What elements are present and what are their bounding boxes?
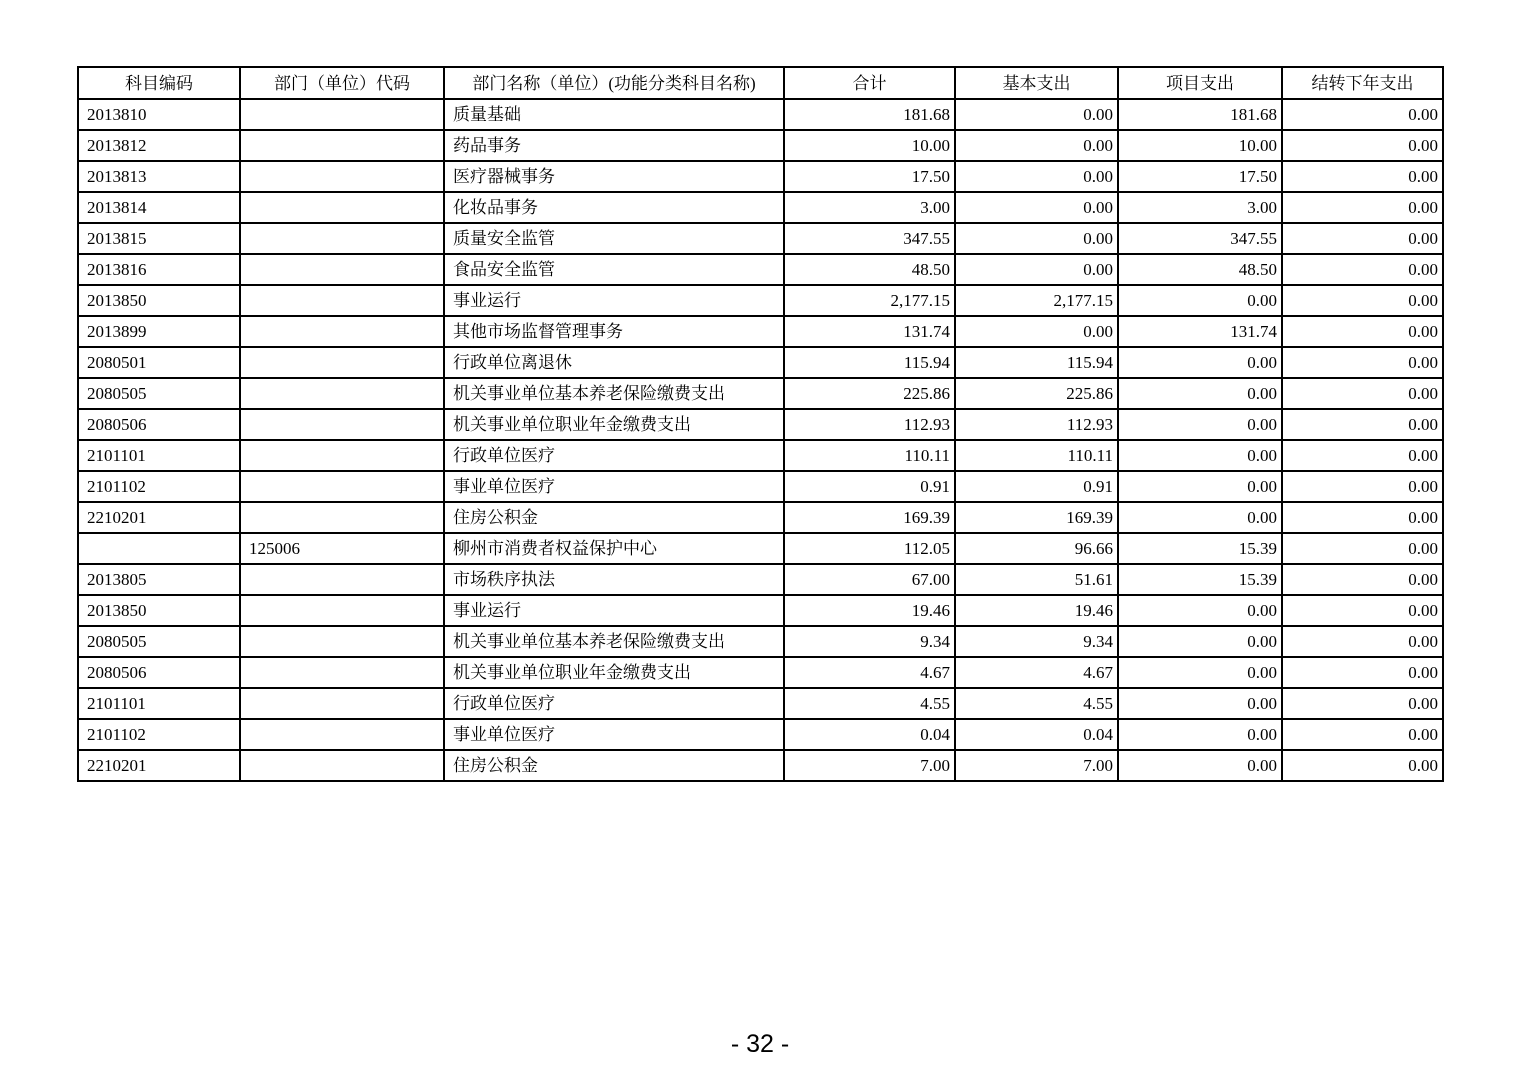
- carryover-cell: 0.00: [1282, 719, 1443, 750]
- total-cell: 112.93: [784, 409, 955, 440]
- subject-code-cell: 2101101: [78, 688, 240, 719]
- total-cell: 67.00: [784, 564, 955, 595]
- dept-name-cell: 市场秩序执法: [444, 564, 784, 595]
- basic-expense-cell: 225.86: [955, 378, 1118, 409]
- dept-name-cell: 其他市场监督管理事务: [444, 316, 784, 347]
- dept-name-cell: 事业单位医疗: [444, 719, 784, 750]
- header-subject-code: 科目编码: [78, 67, 240, 99]
- table-row: [78, 533, 1443, 564]
- subject-code-cell: 2080505: [78, 626, 240, 657]
- header-total: 合计: [784, 67, 955, 99]
- basic-expense-cell: 9.34: [955, 626, 1118, 657]
- carryover-cell: 0.00: [1282, 378, 1443, 409]
- dept-code-cell: [240, 750, 444, 781]
- dept-name-cell: 住房公积金: [444, 502, 784, 533]
- subject-code-cell: 2080506: [78, 657, 240, 688]
- project-expense-cell: 17.50: [1118, 161, 1282, 192]
- dept-name-cell: 柳州市消费者权益保护中心: [444, 533, 784, 564]
- dept-code-cell: [240, 502, 444, 533]
- carryover-cell: 0.00: [1282, 316, 1443, 347]
- dept-code-cell: [240, 657, 444, 688]
- carryover-cell: 0.00: [1282, 750, 1443, 781]
- budget-expense-table: [77, 66, 1444, 782]
- total-cell: 48.50: [784, 254, 955, 285]
- dept-name-cell: 行政单位离退休: [444, 347, 784, 378]
- project-expense-cell: 15.39: [1118, 533, 1282, 564]
- dept-name-cell: 事业运行: [444, 595, 784, 626]
- project-expense-cell: 3.00: [1118, 192, 1282, 223]
- basic-expense-cell: 0.00: [955, 223, 1118, 254]
- table-row: [78, 130, 1443, 161]
- header-dept-code: 部门（单位）代码: [240, 67, 444, 99]
- total-cell: 347.55: [784, 223, 955, 254]
- total-cell: 169.39: [784, 502, 955, 533]
- subject-code-cell: 2080506: [78, 409, 240, 440]
- total-cell: 19.46: [784, 595, 955, 626]
- carryover-cell: 0.00: [1282, 688, 1443, 719]
- total-cell: 10.00: [784, 130, 955, 161]
- dept-name-cell: 药品事务: [444, 130, 784, 161]
- table-row: [78, 688, 1443, 719]
- subject-code-cell: 2013810: [78, 99, 240, 130]
- dept-code-cell: [240, 409, 444, 440]
- dept-code-cell: [240, 564, 444, 595]
- dept-name-cell: 医疗器械事务: [444, 161, 784, 192]
- total-cell: 181.68: [784, 99, 955, 130]
- table-row: [78, 378, 1443, 409]
- basic-expense-cell: 7.00: [955, 750, 1118, 781]
- subject-code-cell: 2013899: [78, 316, 240, 347]
- project-expense-cell: 0.00: [1118, 471, 1282, 502]
- dept-code-cell: [240, 285, 444, 316]
- subject-code-cell: 2013850: [78, 595, 240, 626]
- dept-code-cell: [240, 440, 444, 471]
- subject-code-cell: 2080505: [78, 378, 240, 409]
- total-cell: 225.86: [784, 378, 955, 409]
- dept-code-cell: [240, 378, 444, 409]
- header-basic-expense: 基本支出: [955, 67, 1118, 99]
- dept-code-cell: [240, 192, 444, 223]
- carryover-cell: 0.00: [1282, 161, 1443, 192]
- table-row: [78, 316, 1443, 347]
- table-row: [78, 626, 1443, 657]
- table-row: [78, 192, 1443, 223]
- table-row: [78, 657, 1443, 688]
- subject-code-cell: 2013813: [78, 161, 240, 192]
- total-cell: 4.67: [784, 657, 955, 688]
- carryover-cell: 0.00: [1282, 626, 1443, 657]
- subject-code-cell: [78, 533, 240, 564]
- table-row: [78, 161, 1443, 192]
- project-expense-cell: 15.39: [1118, 564, 1282, 595]
- carryover-cell: 0.00: [1282, 285, 1443, 316]
- table-row: [78, 595, 1443, 626]
- basic-expense-cell: 0.00: [955, 161, 1118, 192]
- table-body: [78, 99, 1443, 781]
- subject-code-cell: 2210201: [78, 502, 240, 533]
- project-expense-cell: 0.00: [1118, 502, 1282, 533]
- dept-name-cell: 机关事业单位基本养老保险缴费支出: [444, 626, 784, 657]
- basic-expense-cell: 169.39: [955, 502, 1118, 533]
- subject-code-cell: 2013812: [78, 130, 240, 161]
- table-row: [78, 347, 1443, 378]
- carryover-cell: 0.00: [1282, 502, 1443, 533]
- total-cell: 112.05: [784, 533, 955, 564]
- carryover-cell: 0.00: [1282, 254, 1443, 285]
- total-cell: 115.94: [784, 347, 955, 378]
- project-expense-cell: 0.00: [1118, 688, 1282, 719]
- dept-name-cell: 食品安全监管: [444, 254, 784, 285]
- table-row: [78, 440, 1443, 471]
- carryover-cell: 0.00: [1282, 192, 1443, 223]
- carryover-cell: 0.00: [1282, 223, 1443, 254]
- subject-code-cell: 2013815: [78, 223, 240, 254]
- header-project-expense: 项目支出: [1118, 67, 1282, 99]
- carryover-cell: 0.00: [1282, 657, 1443, 688]
- carryover-cell: 0.00: [1282, 533, 1443, 564]
- subject-code-cell: 2013850: [78, 285, 240, 316]
- basic-expense-cell: 0.00: [955, 130, 1118, 161]
- carryover-cell: 0.00: [1282, 99, 1443, 130]
- basic-expense-cell: 4.67: [955, 657, 1118, 688]
- table-row: [78, 409, 1443, 440]
- table-row: [78, 99, 1443, 130]
- table-header: [78, 67, 1443, 99]
- basic-expense-cell: 115.94: [955, 347, 1118, 378]
- dept-name-cell: 质量安全监管: [444, 223, 784, 254]
- basic-expense-cell: 0.00: [955, 99, 1118, 130]
- subject-code-cell: 2080501: [78, 347, 240, 378]
- project-expense-cell: 0.00: [1118, 595, 1282, 626]
- dept-name-cell: 质量基础: [444, 99, 784, 130]
- project-expense-cell: 0.00: [1118, 719, 1282, 750]
- basic-expense-cell: 0.04: [955, 719, 1118, 750]
- header-dept-name: 部门名称（单位）(功能分类科目名称): [444, 67, 784, 99]
- dept-name-cell: 机关事业单位职业年金缴费支出: [444, 657, 784, 688]
- basic-expense-cell: 112.93: [955, 409, 1118, 440]
- total-cell: 131.74: [784, 316, 955, 347]
- total-cell: 0.91: [784, 471, 955, 502]
- dept-code-cell: [240, 316, 444, 347]
- basic-expense-cell: 0.00: [955, 316, 1118, 347]
- table-row: [78, 502, 1443, 533]
- total-cell: 9.34: [784, 626, 955, 657]
- dept-name-cell: 事业单位医疗: [444, 471, 784, 502]
- dept-name-cell: 行政单位医疗: [444, 688, 784, 719]
- project-expense-cell: 0.00: [1118, 409, 1282, 440]
- carryover-cell: 0.00: [1282, 130, 1443, 161]
- project-expense-cell: 48.50: [1118, 254, 1282, 285]
- table-row: [78, 564, 1443, 595]
- total-cell: 0.04: [784, 719, 955, 750]
- subject-code-cell: 2101102: [78, 471, 240, 502]
- dept-code-cell: [240, 347, 444, 378]
- basic-expense-cell: 4.55: [955, 688, 1118, 719]
- carryover-cell: 0.00: [1282, 471, 1443, 502]
- table-row: [78, 750, 1443, 781]
- dept-code-cell: [240, 99, 444, 130]
- total-cell: 17.50: [784, 161, 955, 192]
- dept-code-cell: [240, 223, 444, 254]
- table-row: [78, 223, 1443, 254]
- dept-code-cell: [240, 161, 444, 192]
- project-expense-cell: 0.00: [1118, 750, 1282, 781]
- basic-expense-cell: 2,177.15: [955, 285, 1118, 316]
- subject-code-cell: 2101102: [78, 719, 240, 750]
- total-cell: 2,177.15: [784, 285, 955, 316]
- project-expense-cell: 131.74: [1118, 316, 1282, 347]
- basic-expense-cell: 0.91: [955, 471, 1118, 502]
- dept-code-cell: [240, 254, 444, 285]
- basic-expense-cell: 19.46: [955, 595, 1118, 626]
- dept-code-cell: [240, 719, 444, 750]
- subject-code-cell: 2013805: [78, 564, 240, 595]
- total-cell: 4.55: [784, 688, 955, 719]
- total-cell: 7.00: [784, 750, 955, 781]
- subject-code-cell: 2101101: [78, 440, 240, 471]
- dept-code-cell: [240, 688, 444, 719]
- basic-expense-cell: 51.61: [955, 564, 1118, 595]
- project-expense-cell: 10.00: [1118, 130, 1282, 161]
- project-expense-cell: 0.00: [1118, 440, 1282, 471]
- project-expense-cell: 0.00: [1118, 347, 1282, 378]
- carryover-cell: 0.00: [1282, 440, 1443, 471]
- basic-expense-cell: 0.00: [955, 254, 1118, 285]
- dept-code-cell: 125006: [240, 533, 444, 564]
- page-number: - 32 -: [730, 1030, 790, 1058]
- table-header-row: [78, 67, 1443, 99]
- dept-code-cell: [240, 626, 444, 657]
- header-carryover-expense: 结转下年支出: [1282, 67, 1443, 99]
- subject-code-cell: 2013814: [78, 192, 240, 223]
- table-row: [78, 471, 1443, 502]
- carryover-cell: 0.00: [1282, 347, 1443, 378]
- dept-name-cell: 机关事业单位职业年金缴费支出: [444, 409, 784, 440]
- subject-code-cell: 2210201: [78, 750, 240, 781]
- subject-code-cell: 2013816: [78, 254, 240, 285]
- dept-name-cell: 事业运行: [444, 285, 784, 316]
- project-expense-cell: 0.00: [1118, 285, 1282, 316]
- total-cell: 110.11: [784, 440, 955, 471]
- table-row: [78, 719, 1443, 750]
- project-expense-cell: 347.55: [1118, 223, 1282, 254]
- dept-name-cell: 住房公积金: [444, 750, 784, 781]
- carryover-cell: 0.00: [1282, 564, 1443, 595]
- dept-name-cell: 机关事业单位基本养老保险缴费支出: [444, 378, 784, 409]
- dept-code-cell: [240, 471, 444, 502]
- project-expense-cell: 0.00: [1118, 657, 1282, 688]
- table-row: [78, 254, 1443, 285]
- carryover-cell: 0.00: [1282, 409, 1443, 440]
- dept-code-cell: [240, 130, 444, 161]
- dept-name-cell: 化妆品事务: [444, 192, 784, 223]
- basic-expense-cell: 110.11: [955, 440, 1118, 471]
- dept-name-cell: 行政单位医疗: [444, 440, 784, 471]
- project-expense-cell: 0.00: [1118, 378, 1282, 409]
- table-row: [78, 285, 1443, 316]
- project-expense-cell: 0.00: [1118, 626, 1282, 657]
- carryover-cell: 0.00: [1282, 595, 1443, 626]
- dept-code-cell: [240, 595, 444, 626]
- basic-expense-cell: 96.66: [955, 533, 1118, 564]
- project-expense-cell: 181.68: [1118, 99, 1282, 130]
- basic-expense-cell: 0.00: [955, 192, 1118, 223]
- total-cell: 3.00: [784, 192, 955, 223]
